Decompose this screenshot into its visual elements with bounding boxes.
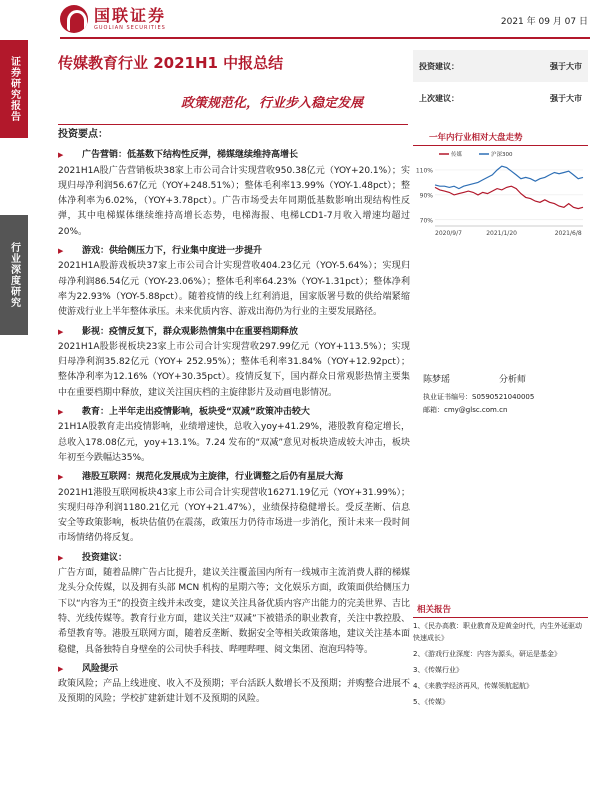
company-logo	[60, 5, 166, 33]
rating-previous	[413, 82, 588, 114]
related-reports-title: 相关报告	[413, 603, 588, 618]
section-advertising	[58, 148, 410, 240]
bullet-triangle-icon: ▶	[58, 553, 64, 562]
rating-label: 上次建议：	[419, 93, 459, 103]
related-report-item[interactable]: 5、《传媒》	[413, 698, 449, 706]
y-tick-label: 70%	[419, 217, 433, 225]
section-film	[58, 325, 410, 401]
y-tick-label: 110%	[415, 167, 433, 175]
analyst-info	[413, 372, 588, 417]
report-title: 传媒教育行业 2021H1 中报总结	[58, 54, 284, 72]
section-education	[58, 405, 410, 466]
rating-current	[413, 50, 588, 82]
analyst-name: 陈梦瑶	[423, 375, 451, 385]
section-body: 21H1A股教育走出疫情影响，业绩增速快，总收入yoy+41.29%，港股教育稳定增长，总收入178.08亿元，yoy+13.1%。7.24 发布的“双减”意见对板块造成较大冲击，板块年初至今跌幅达35%。	[58, 422, 410, 463]
section-heading: 游戏：供给侧压力下，行业集中度进一步提升	[82, 246, 263, 257]
analyst-email: 邮箱：cmy@glsc.com.cn	[423, 406, 508, 414]
section-risks	[58, 662, 410, 708]
section-body: 政策风险；产品上线进度、收入不及预期；平台活跃人数增长不及预期；并购整合进展不及预期的风险；学校扩建新建计划不及预期的风险。	[58, 679, 410, 705]
legend-label: 沪深300	[491, 152, 513, 158]
section-games	[58, 244, 410, 320]
section-heading: 广告营销：低基数下结构性反弹，梯媒继续维持高增长	[82, 150, 299, 161]
logo-english: GUOLIAN SECURITIES	[94, 25, 166, 31]
report-date: 2021 年 09 月 07 日	[500, 17, 588, 27]
bullet-triangle-icon: ▶	[58, 247, 64, 256]
section-heading: 风险提示	[82, 663, 119, 674]
chart-title: 一年内行业相对大盘走势	[413, 131, 588, 146]
key-points-title: 投资要点：	[58, 129, 108, 140]
logo-mark	[60, 5, 88, 33]
section-heading: 影视：疫情反复下，群众观影热情集中在重要档期释放	[82, 326, 299, 337]
rating-label: 投资建议：	[419, 61, 459, 71]
x-tick-label: 2021/1/20	[486, 230, 517, 237]
series-line-media	[435, 186, 583, 208]
related-report-item[interactable]: 1、《民办高教：职业教育及迎黄金时代，内生外延驱动快速成长》	[413, 622, 582, 642]
body-divider	[58, 124, 408, 125]
trend-chart	[413, 148, 588, 248]
bullet-triangle-icon: ▶	[58, 664, 64, 673]
x-tick-label: 2020/9/7	[435, 230, 462, 237]
bullet-triangle-icon: ▶	[58, 408, 64, 417]
bullet-triangle-icon: ▶	[58, 473, 64, 482]
section-body: 2021H1A股影视板块23家上市公司合计实现营收297.99亿元（YOY+113.5%）；实现归母净利润35.82亿元（YOY+ 252.95%）；整体毛利率31.84%（YOY+12.92pct）；整体净利率为12.16%（YOY+30.35pct）。疫情反复下，国内群众日常观影热情主要集中在重要档期中释放，建议关注国庆档的主旋律影片及动画电影情况。	[58, 341, 410, 398]
x-tick-label: 2021/6/8	[554, 230, 582, 237]
section-heading: 投资建议：	[82, 552, 128, 563]
section-heading: 港股互联网：规范化发展成为主旋律，行业调整之后仍有星辰大海	[82, 472, 344, 483]
logo-text: 国联证券	[94, 6, 167, 25]
report-subtitle: 政策规范化，行业步入稳定发展	[181, 96, 364, 111]
related-report-item[interactable]: 2、《游戏行业深度：内容为源头，研运是基金》	[413, 650, 561, 658]
header-divider	[60, 37, 590, 39]
related-report-item[interactable]: 4、《来教学经济再风，传媒领航起航》	[413, 682, 533, 690]
rating-box	[413, 50, 588, 114]
bullet-triangle-icon: ▶	[58, 151, 64, 160]
section-body: 2021H1A股广告营销板块38家上市公司合计实现营收950.38亿元（YOY+20.1%）；实现归母净利润56.67亿元（YOY+248.51%）；整体毛利率13.99%（YOY-1.48pct）；整体净利率为6.02%，（YOY+3.78pct）。广告市场受去年同期低基数影响出现结构性反弹，其中电梯媒体继续维持高增长态势，电梯海报、电梯LCD1-7月收入增速均超过20%。	[58, 165, 410, 237]
section-body: 2021H1A股游戏板块37家上市公司合计实现营收404.23亿元（YOY-5.64%）；实现归母净利润86.54亿元（YOY-23.06%）；整体毛利率64.23%（YOY-1.31pct）；整体净利率为22.93%（YOY-5.88pct）。随着疫情的线上红利消退，国家版署号数的供给端紧缩使游戏行业上半年整体承压。未来优质内容、游戏出海仍为行业的主要发展路径。	[58, 261, 410, 318]
related-report-item[interactable]: 3、《传媒行业》	[413, 666, 463, 674]
series-line-csi300	[435, 166, 583, 188]
section-body: 广告方面，随着品牌广告占比提升，建议关注覆盖国内所有一线城市主流消费人群的梯媒龙头分众传媒，以及拥有头部 MCN 机构的星期六等；文化娱乐方面，政策面供给侧压力下以“内容为王”的投资主线并未改变，建议关注具备优质内容产出能力的完美世界、吉比特、光线传媒等。教育行业方面，建议关注“双减”下被错杀的职业教育，关注中教控股、希望教育等。港股互联网方面，随着反垄断、数据安全等相关政策落地，建议关注基本面稳健，具备独特自身壁垒的公司快手科技、哔哩哔哩、阅文集团、泡泡玛特等。	[58, 568, 410, 655]
section-hk-internet	[58, 470, 410, 546]
rating-value: 强于大市	[550, 93, 582, 103]
analyst-role: 分析师	[499, 375, 527, 385]
side-label-research: 行业深度研究	[0, 215, 28, 335]
y-tick-label: 90%	[419, 192, 433, 200]
side-label-report: 证券研究报告	[0, 40, 28, 138]
bullet-triangle-icon: ▶	[58, 327, 64, 336]
section-heading: 教育：上半年走出疫情影响，板块受“双减”政策冲击较大	[82, 407, 310, 418]
analyst-cert: 执业证书编号：S0590521040005	[423, 393, 535, 401]
legend-label: 传媒	[451, 152, 463, 158]
key-points	[58, 126, 410, 712]
section-investment-advice	[58, 551, 410, 658]
rating-value: 强于大市	[550, 61, 582, 71]
related-reports	[413, 620, 588, 712]
section-body: 2021H1港股互联网板块43家上市公司合计实现营收16271.19亿元（YOY+31.99%）；实现归母净利润1180.21亿元（YOY+21.47%），业绩保持稳健增长。受反垄断、信息安全等政策影响，板块估值仍在震荡，政策压力仍待市场进一步消化，预计未来一段时间市场情绪仍将反复。	[58, 487, 410, 544]
